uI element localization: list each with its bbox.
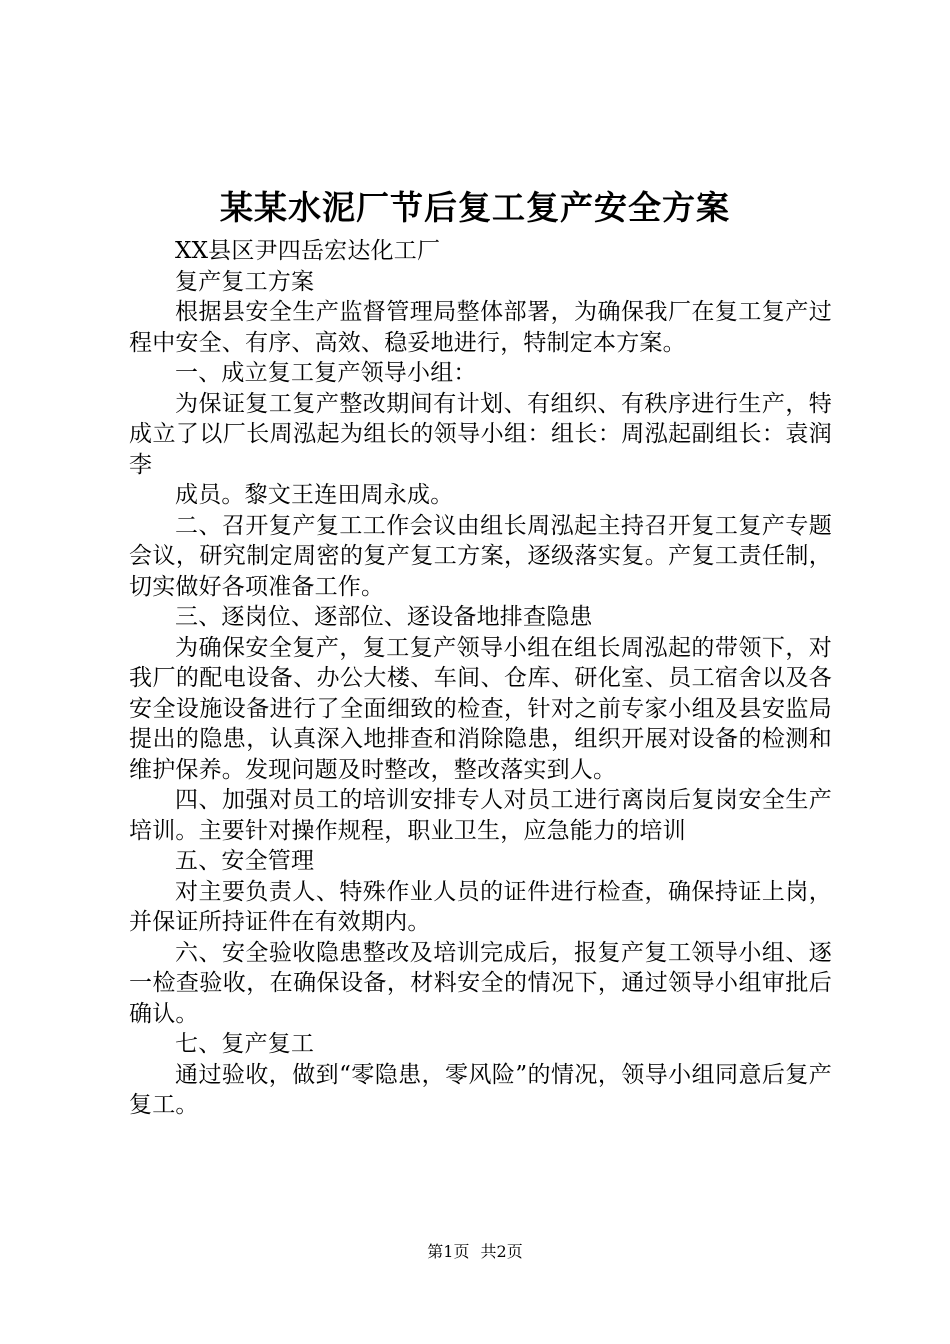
section-heading-6: 六、安全验收隐患整改及培训完成后，报复产复工领导小组、逐一检查验收，在确保设备，材料安全的情况下，通过领导小组审批后确认。 bbox=[129, 939, 832, 1027]
paragraph-leadership-group: 为保证复工复产整改期间有计划、有组织、有秩序进行生产，特成立了以厂长周泓起为组长的领导小组：组长：周泓起副组长：袁润李 bbox=[129, 390, 832, 478]
page-number-footer: 第1页 共2页 bbox=[427, 1242, 523, 1261]
section-heading-2: 二、召开复产复工工作会议由组长周泓起主持召开复工复产专题会议，研究制定周密的复产复工方案，逐级落实复。产复工责任制，切实做好各项准备工作。 bbox=[129, 512, 832, 600]
paragraph-resumption: 通过验收，做到“零隐患，零风险”的情况，领导小组同意后复产复工。 bbox=[129, 1061, 832, 1118]
section-heading-3: 三、逐岗位、逐部位、逐设备地排查隐患 bbox=[175, 604, 593, 630]
paragraph-plan-name: 复产复工方案 bbox=[175, 268, 315, 295]
section-heading-1: 一、成立复工复产领导小组： bbox=[175, 360, 477, 386]
document-body bbox=[129, 236, 832, 1121]
paragraph-certificates: 对主要负责人、特殊作业人员的证件进行检查，确保持证上岗，并保证所持证件在有效期内。 bbox=[129, 878, 832, 935]
section-heading-7: 七、复产复工 bbox=[175, 1031, 315, 1057]
section-heading-4: 四、加强对员工的培训安排专人对员工进行离岗后复岗安全生产培训。主要针对操作规程，职业卫生，应急能力的培训 bbox=[129, 787, 832, 844]
document-title: 某某水泥厂节后复工复产安全方案 bbox=[220, 188, 730, 227]
paragraph-intro: 根据县安全生产监督管理局整体部署，为确保我厂在复工复产过程中安全、有序、高效、稳妥地进行，特制定本方案。 bbox=[129, 299, 832, 356]
section-heading-5: 五、安全管理 bbox=[175, 848, 315, 874]
paragraph-inspection: 为确保安全复产，复工复产领导小组在组长周泓起的带领下，对我厂的配电设备、办公大楼、车间、仓库、研化室、员工宿舍以及各安全设施设备进行了全面细致的检查，针对之前专家小组及县安监局提出的隐患，认真深入地排查和消除隐患，组织开展对设备的检测和维护保养。发现问题及时整改，整改落实到人。 bbox=[129, 634, 832, 783]
paragraph-factory-name: XX县区尹四岳宏达化工厂 bbox=[175, 238, 441, 264]
paragraph-members: 成员。黎文王连田周永成。 bbox=[175, 482, 454, 508]
